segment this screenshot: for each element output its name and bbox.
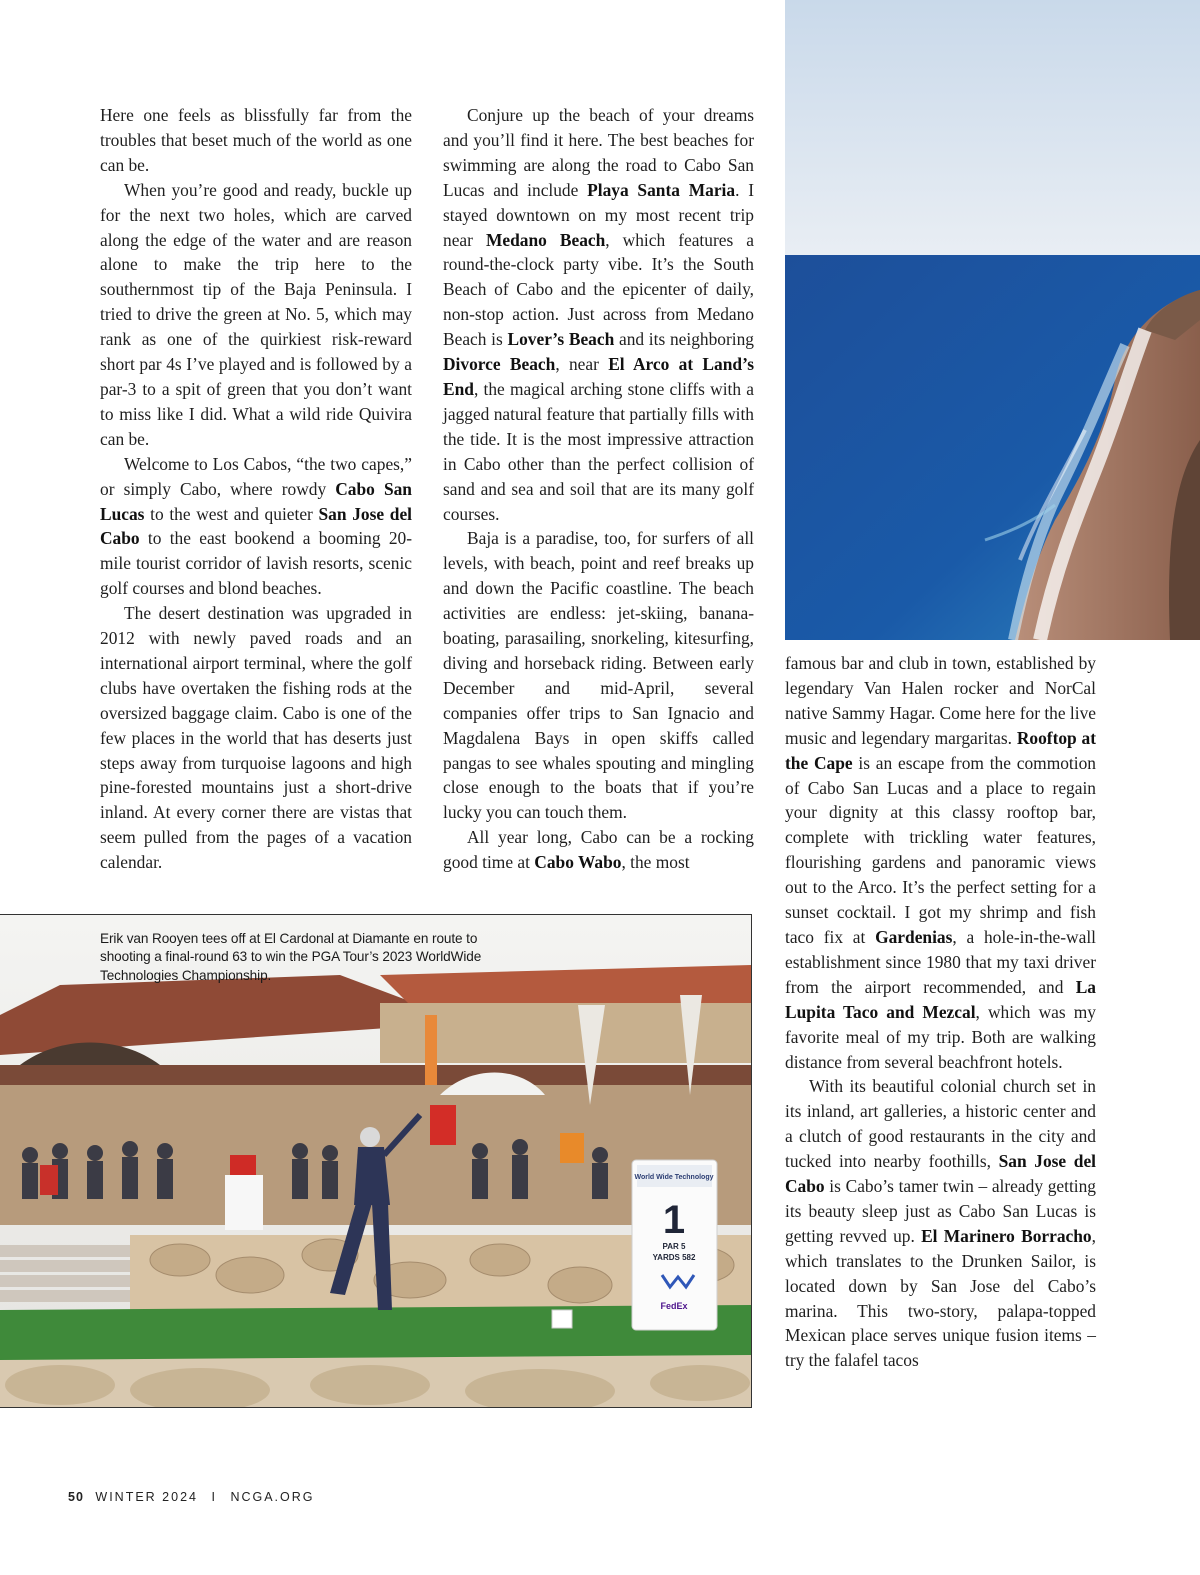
text-run: famous bar and club in town, established by legendary Van Halen rocker and NorCal native Sammy Hagar. Come here for the live music and legendary margaritas. [785,653,1097,748]
text-run: , the magical arching stone cliffs with a jagged natural feature that partially fills with the tide. It is the most impressive attraction in Cabo other than the perfect collision of sand and sea and soil that are its many golf courses. [443,378,754,524]
bold-place-name: San Jose del Cabo [100,503,412,549]
text-run: With its beautiful colonial church set in its inland, art galleries, a historic center and a clutch of good restaurants in the city and tucked into nearby foothills, [785,1076,1096,1172]
bold-place-name: Cabo Wabo [534,852,622,873]
text-run: , which was my favorite meal of my trip. Both are walking distance from several beachfront hotels. [785,1001,1096,1072]
text-run: When you’re good and ready, buckle up for the next two holes, which are carved along the edge of the water and are reason alone to make the trip here to the southernmost tip of the Baja Peninsula. I tried to drive the green at No. 5, which may rank as one of the quirkiest risk-reward short par 4s I’ve played and is followed by a par-3 to a spit of green that you don’t want to miss like I did. What a wild ride Quivira can be. [100,179,412,449]
footer-separator: I [211,1490,217,1504]
bold-place-name: Playa Santa Maria [587,179,736,200]
page-number: 50 [68,1490,84,1504]
article-paragraph [785,651,1096,1074]
bold-place-name: El Marinero Borracho [921,1225,1092,1246]
photo-caption: Erik van Rooyen tees off at El Cardonal at Diamante en route to shooting a final-round 63 to win the PGA Tour’s 2023 WorldWide Technologies Championship. [100,931,482,983]
bold-place-name: San Jose del Cabo [785,1151,1097,1197]
text-run: . I stayed downtown on my most recent trip near [443,179,754,250]
tee-sign-sponsor: FedEx [660,1301,688,1311]
article-paragraph [100,452,412,601]
golf-tee-shot-photo [0,914,752,1408]
page-footer [68,1490,315,1504]
text-run: to the west and quieter [144,503,319,524]
text-run: , near [555,354,609,375]
article-paragraph [785,1074,1096,1373]
ocean-coastline-photo [785,0,1200,640]
text-run: is Cabo’s tamer twin – already getting its beauty sleep just as Cabo San Lucas is getting revved up. [785,1176,1096,1246]
bold-place-name: Divorce Beach [443,354,556,375]
article-paragraph [443,103,754,526]
article-column-1 [100,103,412,875]
article-paragraph [100,601,412,875]
bold-place-name: La Lupita Taco and Mezcal [785,976,1096,1022]
website-label: NCGA.ORG [230,1490,315,1504]
text-run: Welcome to Los Cabos, “the two capes,” or simply Cabo, where rowdy [100,453,412,499]
bold-place-name: Cabo San Lucas [100,478,412,524]
article-paragraph [100,178,412,452]
text-run: Here one feels as blissfully far from the troubles that beset much of the world as one can be. [100,105,412,175]
tee-sign-hole-number: 1 [662,1198,686,1242]
text-run: The desert destination was upgraded in 2012 with newly paved roads and an international airport terminal, where the golf clubs have overtaken the fishing rods at the oversized baggage claim. Cabo is one of the few places in the world that has deserts just steps away from turquoise lagoons and high pine-forested mountains just a short-drive inland. At every corner there are vistas that seem pulled from the pages of a vacation calendar. [100,603,412,873]
text-run: All year long, Cabo can be a rocking good time at [443,827,754,873]
issue-label: WINTER 2024 [95,1490,198,1504]
text-run: is an escape from the commotion of Cabo San Lucas and a place to regain your dignity at this classy rooftop bar, complete with trickling water features, flourishing gardens and panoramic views out to the Arco. It’s the perfect setting for a sunset cocktail. I got my shrimp and fish taco fix at [785,752,1096,947]
text-run: Conjure up the beach of your dreams and you’ll find it here. The best beaches for swimming are along the road to Cabo San Lucas and include [443,105,754,200]
article-paragraph [100,103,412,178]
article-paragraph [443,526,754,825]
bold-place-name: Medano Beach [485,229,606,250]
text-run: Baja is a paradise, too, for surfers of all levels, with beach, point and reef breaks up and down the Pacific coastline. The beach activities are endless: jet-skiing, banana-boating, parasailing, snorkeling, kitesurfing, diving and horseback riding. Between early December and mid-April, several companies offer trips to San Ignacio and Magdalena Bays in open skiffs called pangas to see whales spouting and mingling close enough to the boats that if you’re lucky you can touch them. [443,528,754,823]
tee-sign-par: PAR 5 [662,1242,686,1251]
bold-place-name: Rooftop at the Cape [785,727,1097,773]
bold-place-name: El Arco at Land’s End [443,354,754,399]
text-run: , which features a round-the-clock party vibe. It’s the South Beach of Cabo and the epicenter of daily, non-stop action. Just across from Medano Beach is [443,229,754,350]
article-paragraph [443,825,754,875]
tee-sign-brand: World Wide Technology [634,1174,714,1181]
text-run: , a hole-in-the-wall establishment since 1980 that my taxi driver from the airport recommended, and [785,926,1096,997]
text-run: and its neighboring [614,329,754,350]
bold-place-name: Lover’s Beach [507,329,615,350]
article-column-2 [443,103,754,875]
tee-sign-yards: YARDS 582 [652,1253,696,1262]
text-run: , the most [621,852,690,873]
text-run: to the east bookend a booming 20-mile tourist corridor of lavish resorts, scenic golf courses and blond beaches. [100,528,412,599]
article-column-3 [785,651,1096,1373]
text-run: , which translates to the Drunken Sailor, is located down by San Jose del Cabo’s marina. This two-story, palapa-topped Mexican place serves unique fusion items – try the falafel tacos [785,1225,1096,1371]
bold-place-name: Gardenias [875,926,953,947]
